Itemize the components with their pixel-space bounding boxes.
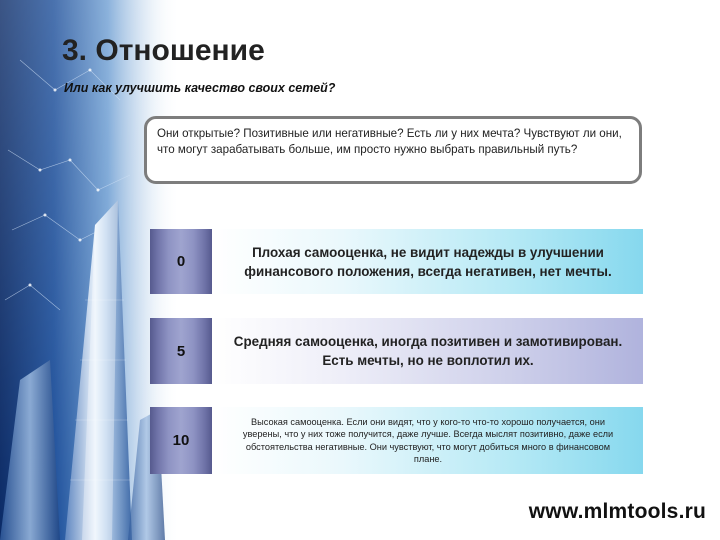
description-cell: Средняя самооценка, иногда позитивен и замотивирован. Есть мечты, но не воплотил их. [213,318,643,384]
score-cell: 5 [150,318,212,384]
page-subtitle: Или как улучшить качество своих сетей? [64,81,336,95]
question-text: Они открытые? Позитивные или негативные? Есть ли у них мечта? Чувствуют ли они, что могут зарабатывать больше, им просто нужно выбрать правильный путь? [157,127,622,156]
score-cell: 0 [150,229,212,294]
score-cell: 10 [150,407,212,474]
website-label: www.mlmtools.ru [528,500,706,523]
page-title: 3. Отношение [62,34,265,67]
question-box [144,116,642,184]
description-cell: Плохая самооценка, не видит надежды в улучшении финансового положения, всегда негативен, нет мечты. [213,229,643,294]
description-cell: Высокая самооценка. Если они видят, что у кого-то что-то хорошо получается, они уверены, что у них тоже получится, даже лучше. Всегда мыслят позитивно, даже если обстоятельства негативные. Они чувствуют, что могут добиться много в финансовом плане. [213,407,643,474]
